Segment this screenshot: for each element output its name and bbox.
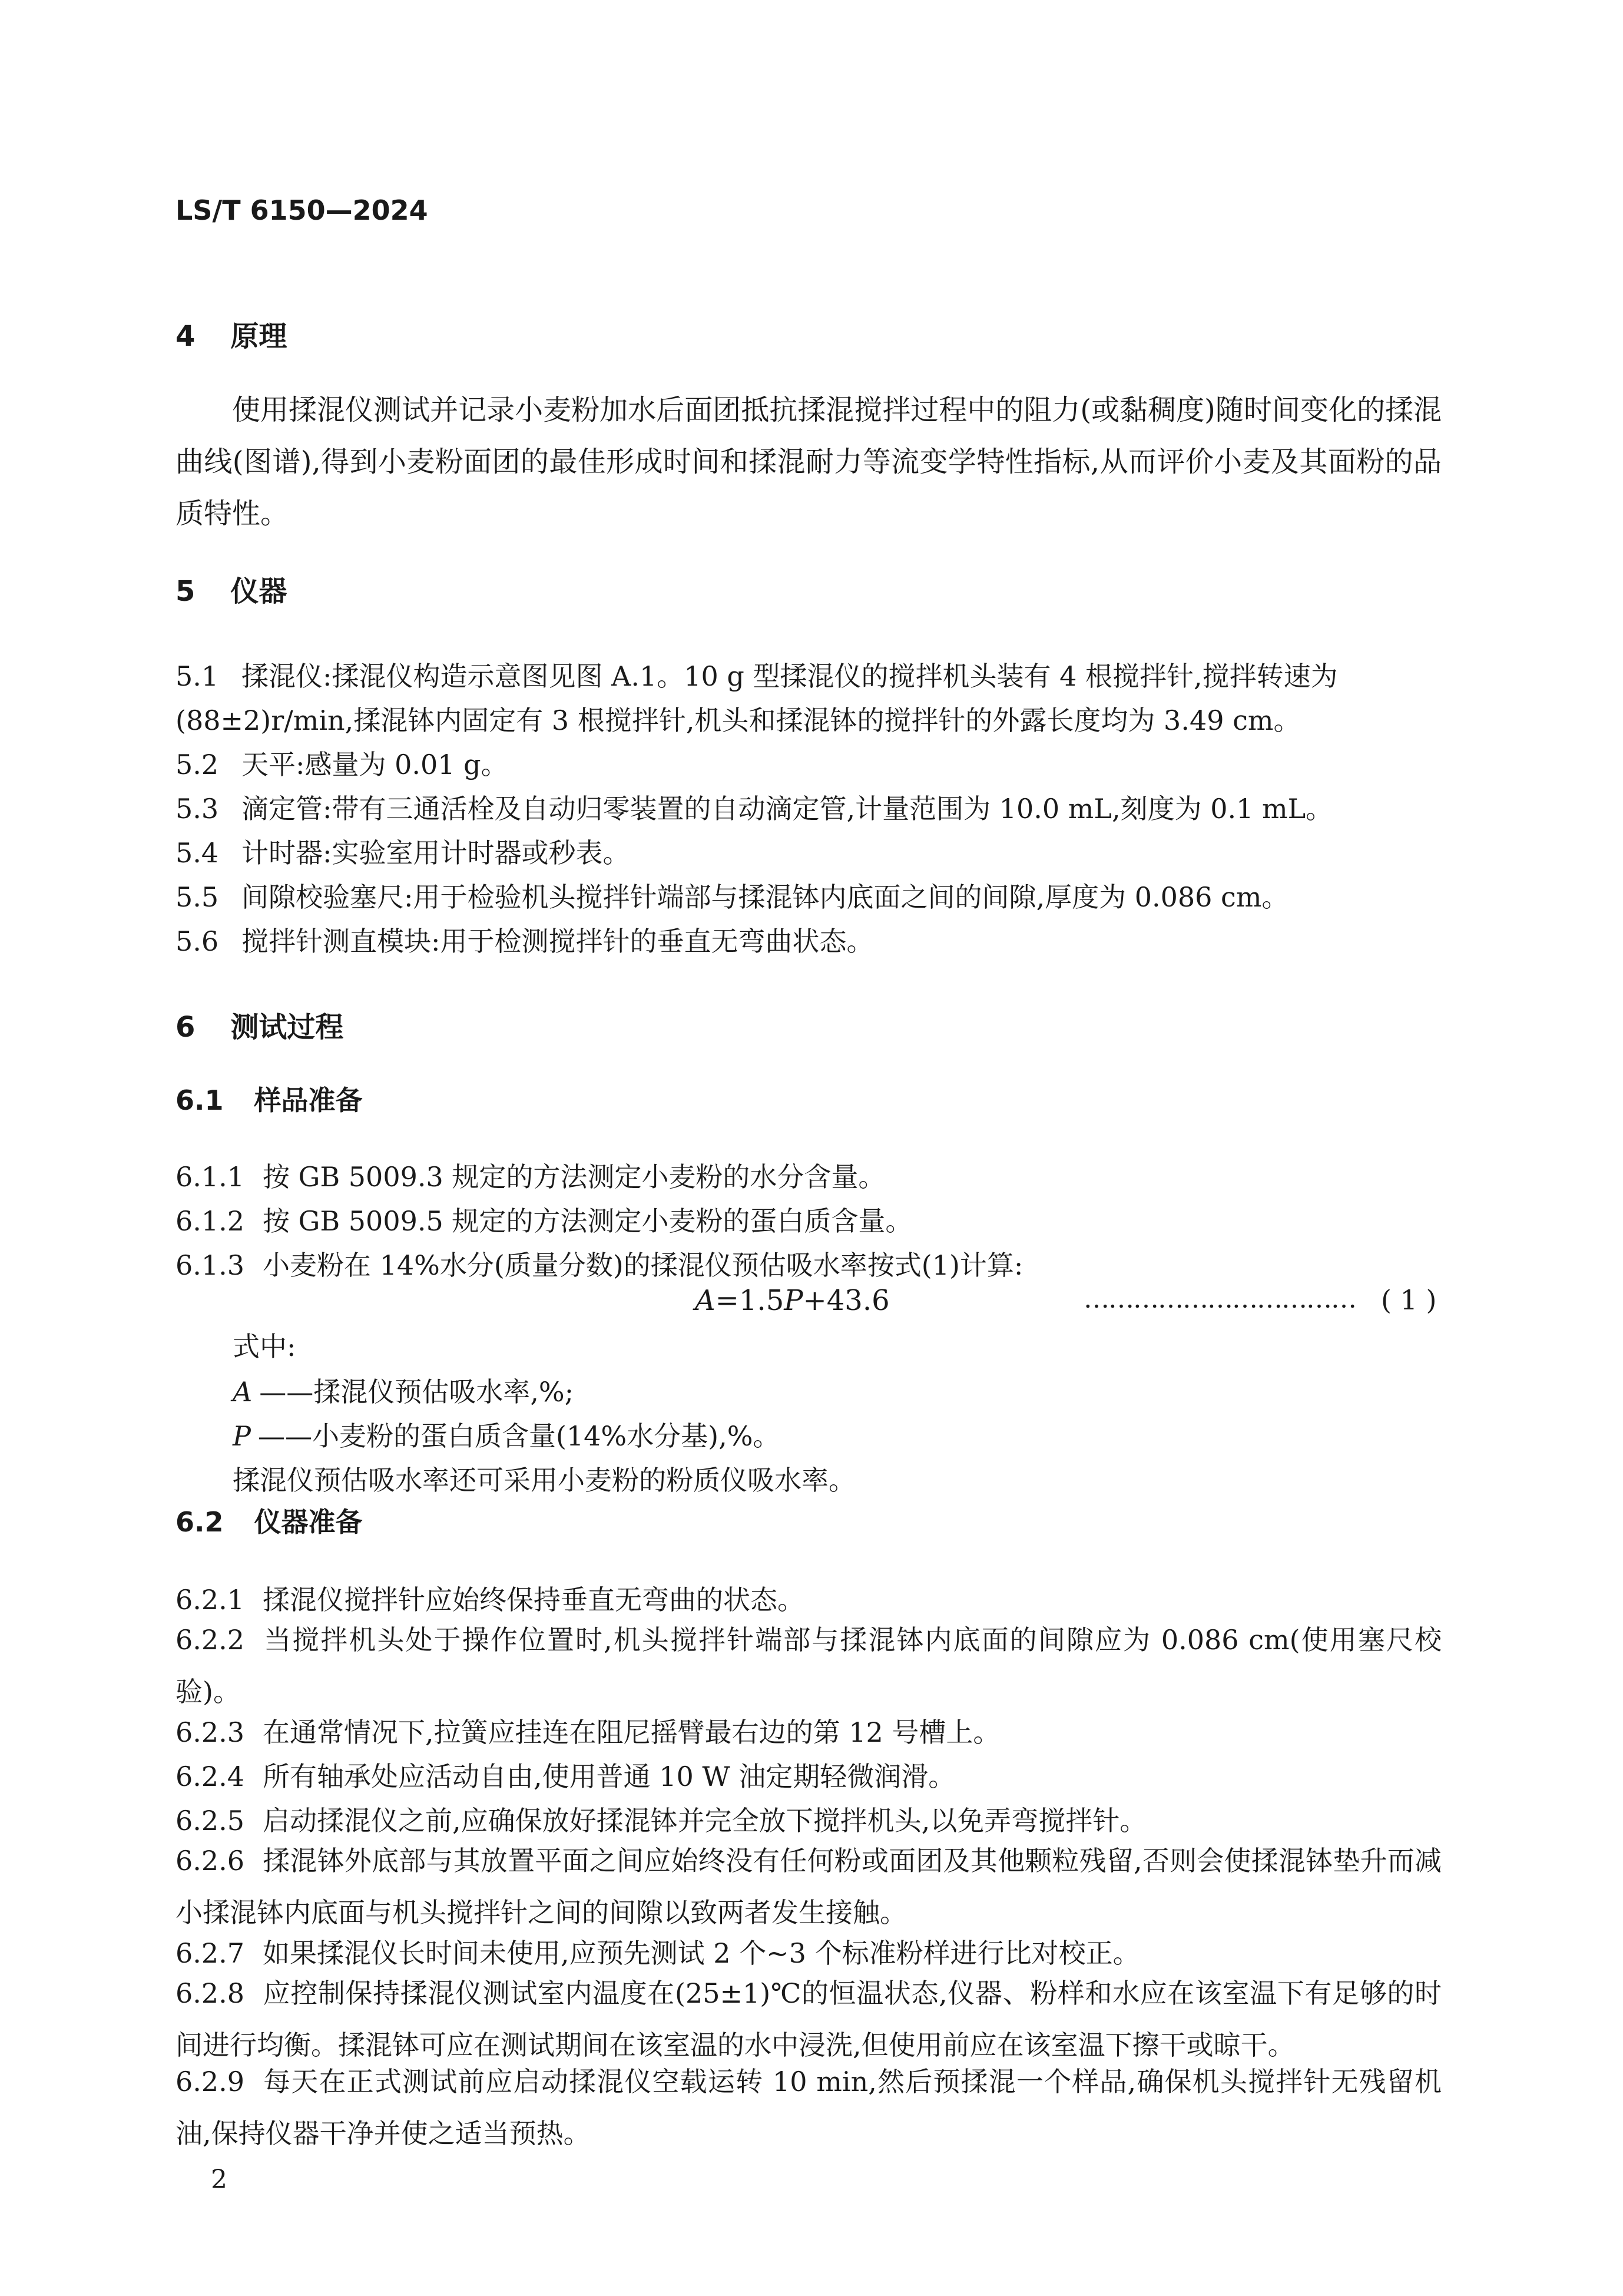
list-item-6-2-1 (175, 1579, 804, 1617)
item-number: 6.2.5 (175, 1805, 245, 1837)
item-text-continued: (88±2)r/min,揉混钵内固定有 3 根搅拌针,机头和揉混钵的搅拌针的外露长度均为 3.49 cm。 (175, 704, 1301, 736)
item-number: 5.4 (175, 837, 219, 869)
section-5-heading (175, 568, 287, 609)
definition-text: ——小麦粉的蛋白质含量(14%水分基),%。 (257, 1420, 780, 1452)
item-number: 5.2 (175, 749, 219, 780)
item-text: 揉混仪:揉混仪构造示意图见图 A.1。10 g 型揉混仪的搅拌机头装有 4 根搅拌针,搅拌转速为 (241, 660, 1338, 692)
absorption-note: 揉混仪预估吸水率还可采用小麦粉的粉质仪吸水率。 (233, 1464, 856, 1496)
item-text: 间隙校验塞尺:用于检验机头搅拌针端部与揉混钵内底面之间的间隙,厚度为 0.086 cm。 (241, 881, 1289, 913)
list-item-6-2-9 (175, 2056, 1442, 2159)
definition-a (233, 1371, 574, 1410)
formula (695, 1284, 890, 1317)
definition-text: ——揉混仪预估吸水率,%; (259, 1376, 574, 1408)
list-item-5-2 (175, 743, 508, 782)
section-title: 仪器 (230, 575, 287, 608)
list-item-5-4 (175, 832, 630, 871)
formula-constant: +43.6 (803, 1284, 890, 1317)
list-item-6-2-6 (175, 1835, 1442, 1938)
item-number: 5.5 (175, 881, 219, 913)
list-item-5-3 (175, 788, 1333, 826)
item-text: 搅拌针测直模块:用于检测搅拌针的垂直无弯曲状态。 (241, 925, 874, 957)
item-number: 6.2.9 (175, 2066, 245, 2098)
section-number: 4 (175, 320, 196, 353)
list-item-6-2-7 (175, 1932, 1140, 1971)
item-text: 小麦粉在 14%水分(质量分数)的揉混仪预估吸水率按式(1)计算: (263, 1249, 1024, 1281)
list-item-5-6 (175, 920, 874, 959)
item-text: 在通常情况下,拉簧应挂连在阻尼摇臂最右边的第 12 号槽上。 (263, 1716, 1001, 1748)
item-number: 6.2.4 (175, 1761, 245, 1792)
item-text: 按 GB 5009.5 规定的方法测定小麦粉的蛋白质含量。 (263, 1205, 913, 1237)
item-number: 6.1.3 (175, 1249, 245, 1281)
list-item-5-1 (175, 655, 1338, 694)
item-text: 计时器:实验室用计时器或秒表。 (241, 837, 630, 869)
item-number: 6.2.1 (175, 1584, 245, 1616)
section-6-heading (175, 1004, 343, 1045)
item-text: 所有轴承处应活动自由,使用普通 10 W 油定期轻微润滑。 (263, 1761, 956, 1792)
list-item-6-2-3 (175, 1711, 1000, 1750)
item-number: 6.2.6 (175, 1845, 245, 1877)
section-4-heading (175, 313, 287, 354)
principle-paragraph: 使用揉混仪测试并记录小麦粉加水后面团抵抗揉混搅拌过程中的阻力(或黏稠度)随时间变化的揉混曲线(图谱),得到小麦粉面团的最佳形成时间和揉混耐力等流变学特性指标,从而评价小麦及其面粉的品质特性。 (175, 393, 1442, 530)
item-text: 启动揉混仪之前,应确保放好揉混钵并完全放下搅拌机头,以免弄弯搅拌针。 (263, 1805, 1147, 1837)
subsection-6-2-heading (175, 1501, 363, 1540)
list-item-6-1-3 (175, 1244, 1023, 1283)
subsection-number: 6.2 (175, 1506, 224, 1538)
definition-symbol: P (233, 1420, 251, 1452)
list-item-6-1-1 (175, 1156, 885, 1195)
item-number: 5.1 (175, 660, 219, 692)
list-item-5-5 (175, 876, 1289, 915)
list-item-6-1-2 (175, 1200, 912, 1239)
item-number: 6.1.1 (175, 1161, 245, 1193)
page-number: 2 (211, 2165, 227, 2195)
formula-leader-dots: …………………………… (1084, 1284, 1356, 1314)
definition-p (233, 1415, 780, 1454)
section-number: 6 (175, 1011, 196, 1044)
item-text: 揉混仪搅拌针应始终保持垂直无弯曲的状态。 (263, 1584, 804, 1616)
item-number: 6.2.3 (175, 1716, 245, 1748)
item-text: 揉混钵外底部与其放置平面之间应始终没有任何粉或面团及其他颗粒残留,否则会使揉混钵垫升而减小揉混钵内底面与机头搅拌针之间的间隙以致两者发生接触。 (175, 1845, 1442, 1928)
list-item-5-1-continued (175, 699, 1300, 738)
item-text: 应控制保持揉混仪测试室内温度在(25±1)℃的恒温状态,仪器、粉样和水应在该室温下有足够的时间进行均衡。揉混钵可应在测试期间在该室温的水中浸洗,但使用前应在该室温下擦干或晾干。 (175, 1977, 1442, 2061)
list-item-6-2-5 (175, 1799, 1147, 1838)
item-text: 滴定管:带有三通活栓及自动归零装置的自动滴定管,计量范围为 10.0 mL,刻度为 0.1 mL。 (241, 793, 1333, 825)
formula-label: ( 1 ) (1381, 1284, 1437, 1316)
item-text: 每天在正式测试前应启动揉混仪空载运转 10 min,然后预揉混一个样品,确保机头搅拌针无残留机油,保持仪器干净并使之适当预热。 (175, 2066, 1442, 2149)
section-title: 原理 (230, 320, 287, 353)
definition-symbol: A (233, 1376, 253, 1408)
item-number: 6.2.7 (175, 1937, 245, 1969)
item-text: 当搅拌机头处于操作位置时,机头搅拌针端部与揉混钵内底面的间隙应为 0.086 cm(使用塞尺校验)。 (175, 1624, 1442, 1708)
where-label: 式中: (233, 1331, 296, 1362)
section-title: 测试过程 (230, 1011, 344, 1044)
item-number: 5.3 (175, 793, 219, 825)
subsection-6-1-heading (175, 1079, 363, 1118)
standard-id: LS/T 6150—2024 (175, 194, 428, 226)
item-number: 6.1.2 (175, 1205, 245, 1237)
formula-variable-a: A (695, 1284, 716, 1317)
item-text: 按 GB 5009.3 规定的方法测定小麦粉的水分含量。 (263, 1161, 886, 1193)
formula-variable-p: P (784, 1284, 803, 1317)
list-item-6-2-2 (175, 1614, 1442, 1718)
formula-coefficient: =1.5 (715, 1284, 784, 1317)
list-item-6-2-4 (175, 1755, 955, 1794)
item-number: 6.2.8 (175, 1977, 245, 2009)
subsection-title: 样品准备 (254, 1084, 363, 1116)
section-number: 5 (175, 575, 196, 608)
subsection-number: 6.1 (175, 1084, 224, 1116)
item-text: 天平:感量为 0.01 g。 (241, 749, 508, 780)
item-number: 5.6 (175, 925, 219, 957)
item-text: 如果揉混仪长时间未使用,应预先测试 2 个~3 个标准粉样进行比对校正。 (263, 1937, 1140, 1969)
item-number: 6.2.2 (175, 1624, 245, 1656)
subsection-title: 仪器准备 (254, 1506, 363, 1538)
